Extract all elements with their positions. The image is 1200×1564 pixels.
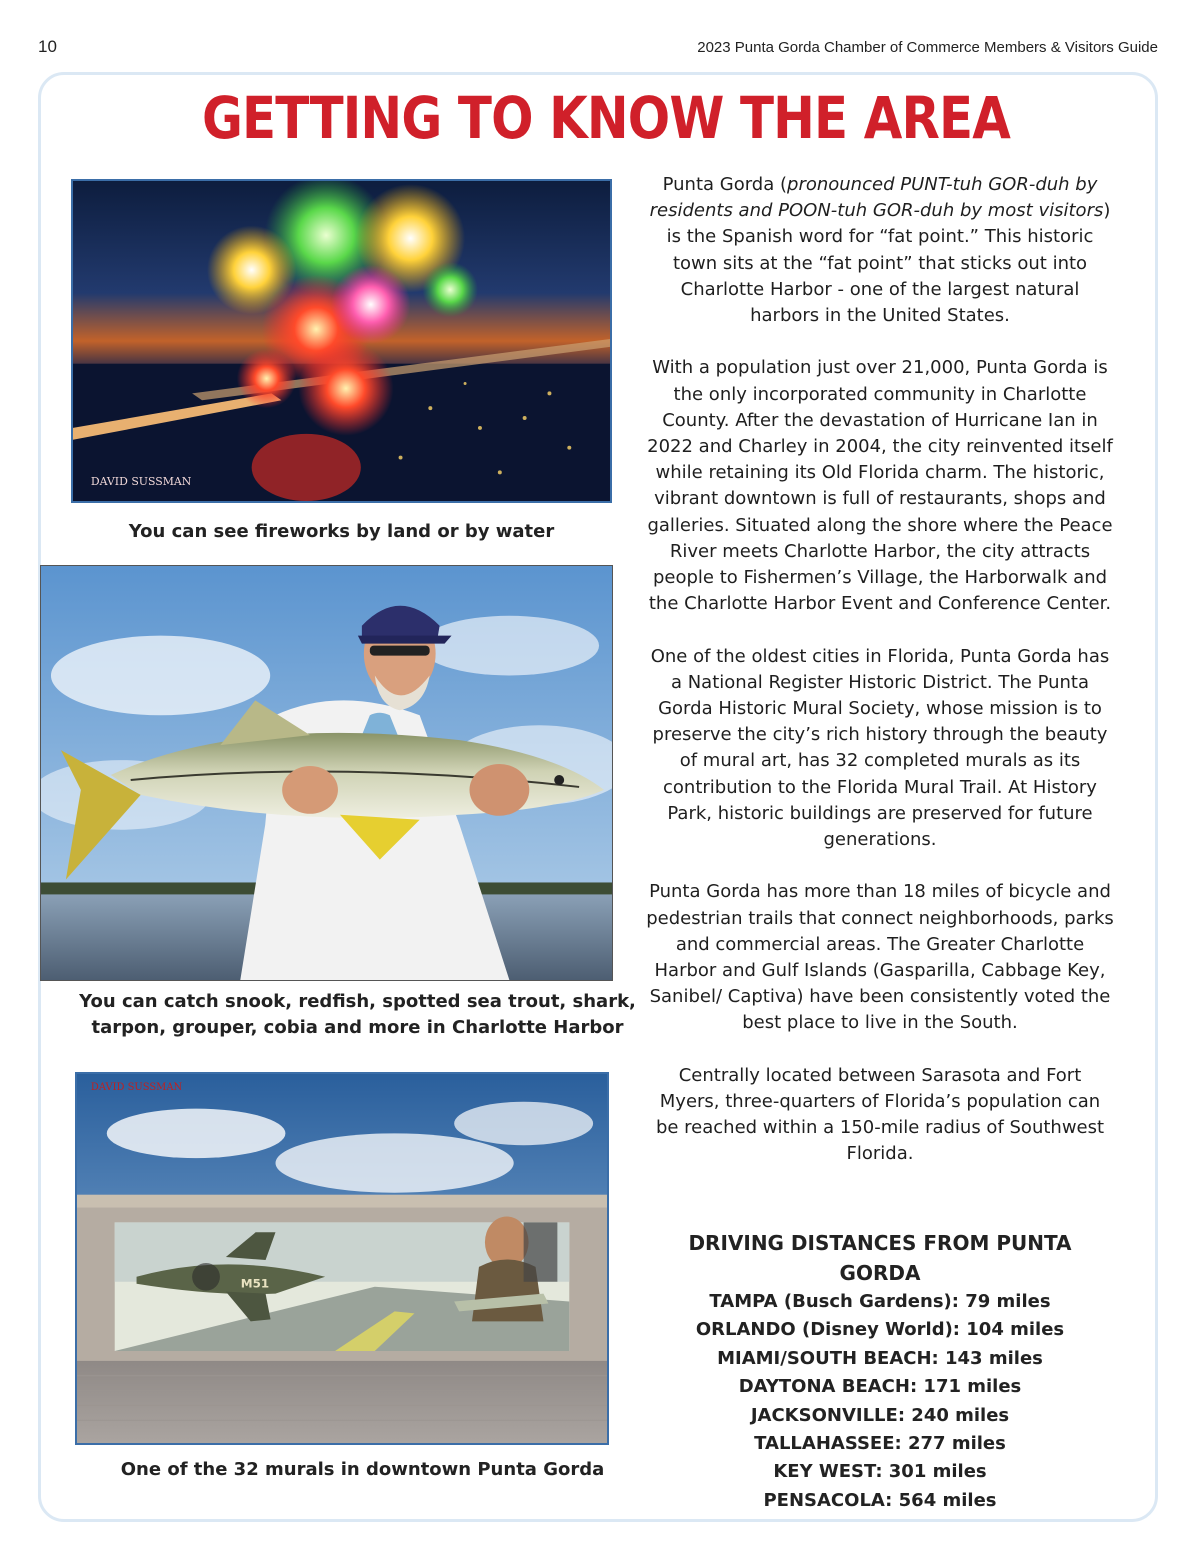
p1-start: Punta Gorda ( [662,174,788,195]
distance-item: ORLANDO (Disney World): 104 miles [695,1319,1065,1341]
mural-watermark: DAVID SUSSMAN [90,1081,183,1093]
mural-photo [75,1072,609,1445]
distance-item: TAMPA (Busch Gardens): 79 miles [709,1291,1051,1312]
fireworks-photo [71,179,612,503]
article-paragraph-3: One of the oldest cities in Florida, Punta Gorda has a National Register Historic District. The Punta Gorda Historic Mural Society, whose mission is to preserve the city’s rich history through the beauty of mural art, has 32 completed murals as its contribution to the Florida Mural Trail. At History Park, historic buildings are preserved for future generations. [650,645,1110,851]
snook-caption [40,989,675,1041]
article-paragraph-5: Centrally located between Sarasota and Fort Myers, three-quarters of Florida’s population can be reached within a 150-mile radius of Southwest Florida. [655,1064,1105,1165]
p1-end: ) is the Spanish word for “fat point.” This historic town sits at the “fat point” that sticks out into Charlotte Harbor - one of the largest natural harbors in the United States. [666,200,1111,327]
distance-item: PENSACOLA: 564 miles [763,1489,997,1511]
page-headline: GETTING TO KNOW THE AREA [201,84,1011,152]
fireworks-watermark: DAVID SUSSMAN [90,475,192,489]
article-paragraph-4: Punta Gorda has more than 18 miles of bicycle and pedestrian trails that connect neighborhoods, parks and commercial areas. The Greater Charlotte Harbor and Gulf Islands (Gasparilla, Cabbage Key, Sanibel/ Captiva) have been consistently voted the best place to live in the South. [646,881,1114,1034]
snook-caption-line2: tarpon, grouper, cobia and more in Charlotte Harbor [91,1017,624,1038]
article-paragraph-2: With a population just over 21,000, Punta Gorda is the only incorporated community in Charlotte County. After the devastation of Hurricane Ian in 2022 and Charley in 2004, the city reinvented itself while retaining its Old Florida charm. The historic, vibrant downtown is full of restaurants, shops and galleries. Situated along the shore where the Peace River meets Charlotte Harbor, the city attracts people to Fishermen’s Village, the Harborwalk and the Charlotte Harbor Event and Conference Center. [647,357,1113,615]
mural-caption: One of the 32 murals in downtown Punta Gorda [120,1459,605,1480]
guide-title: 2023 Punta Gorda Chamber of Commerce Members & Visitors Guide [697,39,1158,56]
distance-item: TALLAHASSEE: 277 miles [754,1433,1006,1455]
distance-item: KEY WEST: 301 miles [773,1461,987,1483]
fireworks-caption: You can see fireworks by land or by water [128,521,555,542]
page-number: 10 [38,37,57,56]
p1-pronunciation: pronounced PUNT-tuh GOR-duh by residents and POON-tuh GOR-duh by most visitors [649,174,1104,222]
distance-item: DAYTONA BEACH: 171 miles [738,1376,1022,1398]
snook-fishing-photo [40,565,613,981]
driving-distances [646,1228,1114,1515]
article-text [646,172,1114,1194]
distance-item: JACKSONVILLE: 240 miles [750,1404,1010,1426]
distance-item: MIAMI/SOUTH BEACH: 143 miles [717,1347,1043,1369]
plane-marking: M51 [240,1276,270,1291]
snook-caption-line1: You can catch snook, redfish, spotted sea trout, shark, [79,991,636,1012]
article-paragraph-1 [646,172,1114,329]
distances-heading: DRIVING DISTANCES FROM PUNTA GORDA [688,1231,1072,1285]
